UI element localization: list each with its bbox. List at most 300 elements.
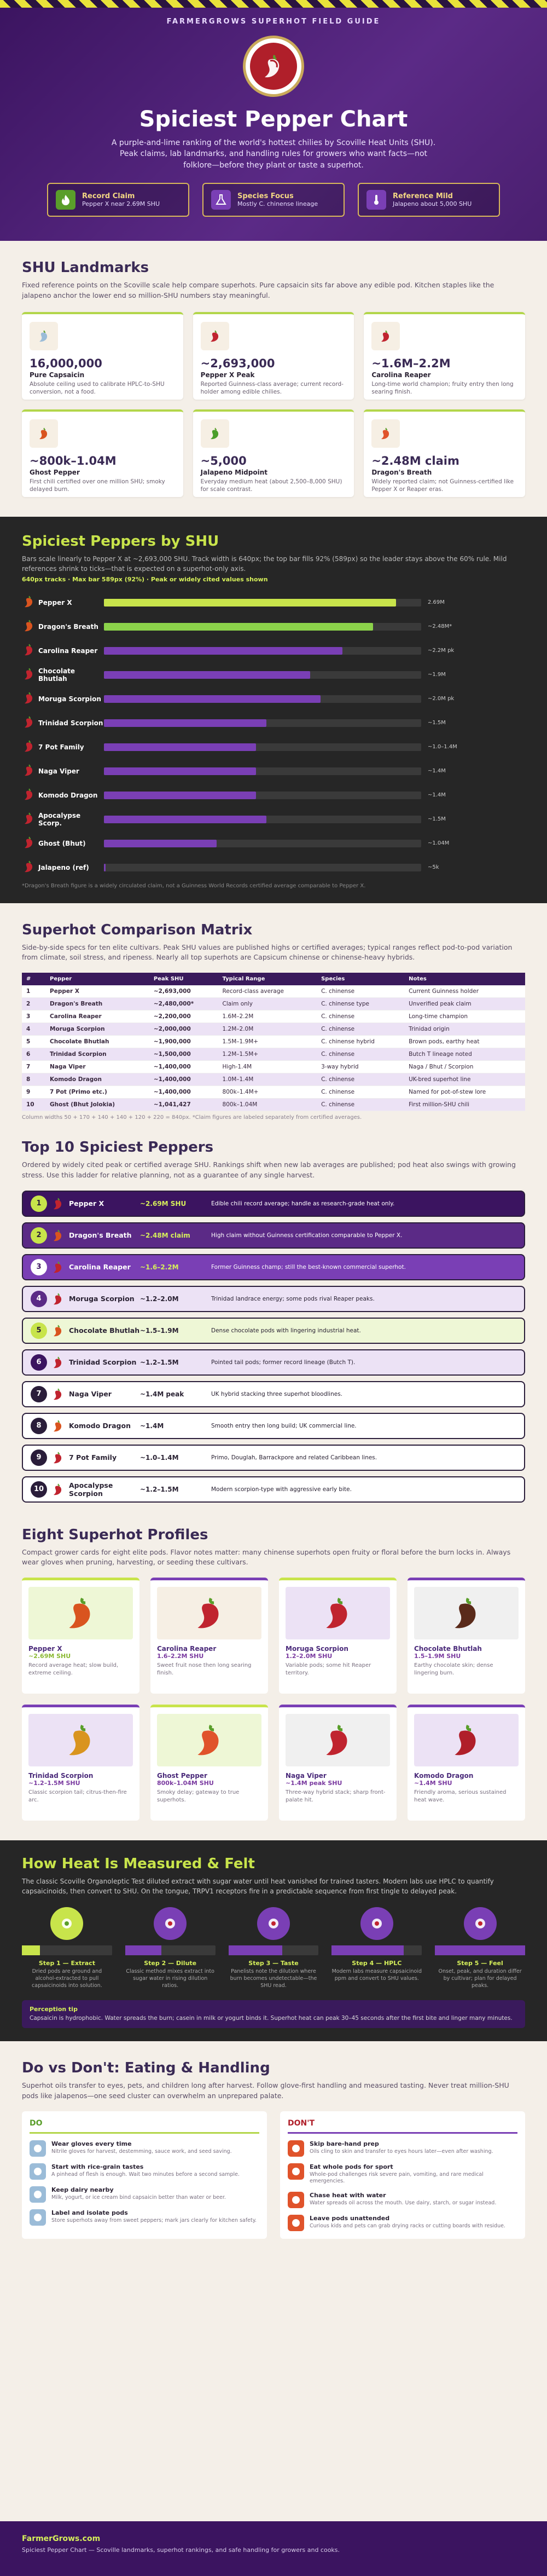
profiles-grid — [22, 1578, 525, 1821]
rank-shu: ~1.5–1.9M — [140, 1326, 179, 1335]
profile-card — [22, 1705, 139, 1821]
step-bar — [435, 1945, 525, 1955]
bar-fill — [104, 623, 373, 631]
table-cell: ~1,400,000 — [149, 1061, 218, 1073]
bar-row — [22, 617, 525, 637]
hero-stats — [0, 183, 547, 217]
bar-value-label: ~2.2M pk — [428, 648, 455, 654]
bar-label: Ghost (Bhut) — [38, 839, 86, 847]
rank-shu: ~1.2–1.5M — [140, 1358, 179, 1366]
page-footer — [0, 2521, 547, 2576]
grinder-icon — [50, 1907, 83, 1940]
landmarks-grid — [22, 312, 525, 497]
landmark-card — [193, 409, 354, 497]
step-title: Step 2 — Dilute — [144, 1960, 197, 1967]
rank-shu: ~2.69M SHU — [140, 1199, 187, 1208]
rank-number: 8 — [31, 1418, 47, 1434]
rank-name: Apocalypse Scorpion — [69, 1481, 113, 1498]
matrix-section — [0, 903, 547, 1121]
step-bar-fill — [331, 1945, 404, 1955]
pepper-icon — [22, 739, 38, 755]
step-bar-fill — [229, 1945, 283, 1955]
bar-fill — [104, 840, 217, 847]
stat-record-claim — [47, 183, 189, 217]
rank-note: UK hybrid stacking three superhot bloodlines. — [211, 1390, 343, 1397]
table-row — [22, 985, 525, 998]
step-bar-fill — [125, 1945, 161, 1955]
profiles-intro: Compact grower cards for eight elite pods. Flavor notes matter: many chinense superhots open fruity or floral before the burn locks in. Always wear gloves when pruning, harvesting, or seeding these cultivars. — [22, 1547, 511, 1567]
table-cell: 1.5M–1.9M+ — [218, 1036, 317, 1048]
table-row — [22, 1048, 525, 1061]
step-bar — [331, 1945, 422, 1955]
pepper-icon — [47, 1451, 69, 1465]
step-title: Step 1 — Extract — [38, 1960, 95, 1967]
table-cell: Record-class average — [218, 985, 317, 998]
thermometer-icon — [366, 190, 386, 210]
table-cell: 8 — [22, 1073, 45, 1086]
table-cell: ~1,900,000 — [149, 1036, 218, 1048]
item-title: Start with rice-grain tastes — [51, 2163, 144, 2170]
landmark-label: Pepper X Peak — [200, 371, 255, 379]
profile-shu: 1.5–1.9M SHU — [414, 1653, 461, 1660]
table-cell: 9 — [22, 1086, 45, 1099]
pepper-icon — [22, 643, 38, 659]
do-title: DO — [30, 2119, 259, 2134]
pepper-icon — [47, 1482, 69, 1497]
rank-shu: ~1.4M — [140, 1422, 164, 1430]
landmark-label: Pure Capsaicin — [30, 371, 85, 379]
stat-title: Species Focus — [237, 192, 294, 200]
table-cell: 5 — [22, 1036, 45, 1048]
bar-fill — [104, 599, 396, 607]
bar-label: Naga Viper — [38, 767, 79, 775]
footer-line: Spiciest Pepper Chart — Scoville landmarks, superhot rankings, and safe handling for growers and cooks. — [22, 2546, 340, 2554]
item-title: Wear gloves every time — [51, 2140, 132, 2147]
landmark-value: ~2.48M claim — [371, 454, 459, 467]
bar-row — [22, 593, 525, 613]
table-cell: Trinidad origin — [404, 1023, 525, 1036]
rank-name: Dragon's Breath — [69, 1231, 132, 1239]
profile-desc: Classic scorpion tail; citrus-then-fire arc. — [28, 1789, 127, 1803]
bar-value-label: 2.69M — [428, 599, 445, 605]
table-cell: 1 — [22, 985, 45, 998]
table-cell: 10 — [22, 1099, 45, 1111]
table-cell: Long-time champion — [404, 1010, 525, 1023]
table-cell: Current Guinness holder — [404, 985, 525, 998]
bar-value-label: ~5k — [428, 864, 439, 870]
tip-desc: Capsaicin is hydrophobic. Water spreads the burn; casein in milk or yogurt binds it. Superhot heat can peak 30–45 seconds after the first bite and linger many minutes. — [30, 2015, 513, 2022]
bars-intro: Bars scale linearly to Pepper X at ~2,693,000 SHU. Track width is 640px; the top bar fills 92% (589px) so the leader stays above the 60% rule. Mild references shrink to ticks—that is expected on a superhot-only axis. — [22, 555, 507, 573]
do-item — [30, 2209, 259, 2226]
landmark-value: 16,000,000 — [30, 356, 102, 370]
bar-fill — [104, 671, 310, 679]
rank-number: 6 — [31, 1354, 47, 1371]
table-cell: 3 — [22, 1010, 45, 1023]
pepper-x-icon — [201, 322, 229, 350]
landmark-desc: Everyday medium heat (about 2,500–8,000 SHU) for scale contrast. — [200, 478, 342, 493]
measure-step — [435, 1907, 525, 1989]
flask-icon — [211, 190, 231, 210]
landmark-label: Jalapeno Midpoint — [200, 468, 267, 476]
landmark-card — [364, 409, 525, 497]
table-cell: Chocolate Bhutlah — [45, 1036, 149, 1048]
jalapeno-icon — [201, 419, 229, 448]
item-title: Eat whole pods for sport — [310, 2163, 393, 2170]
bar-track — [104, 719, 421, 727]
stat-sub: Pepper X near 2.69M SHU — [82, 200, 160, 207]
bar-fill — [104, 767, 256, 775]
water-icon — [288, 2192, 304, 2208]
table-cell: 800k–1.04M — [218, 1099, 317, 1111]
dont-title: DON'T — [288, 2119, 517, 2134]
rank-item — [22, 1222, 525, 1249]
pepper-icon — [22, 787, 38, 804]
profile-desc: Sweet fruit nose then long searing finish. — [157, 1662, 252, 1676]
table-cell: ~1,500,000 — [149, 1048, 218, 1061]
table-cell: Carolina Reaper — [45, 1010, 149, 1023]
measure-step — [331, 1907, 422, 1989]
rice-icon — [30, 2163, 46, 2180]
rank-note: Trinidad landrace energy; some pods rival Reaper peaks. — [211, 1295, 375, 1302]
pepper-icon — [47, 1419, 69, 1433]
bar-track — [104, 695, 421, 703]
rank-item — [22, 1349, 525, 1376]
label-icon — [30, 2209, 46, 2226]
stat-species-focus — [202, 183, 345, 217]
dont-item — [288, 2215, 517, 2231]
rank-note: Primo, Douglah, Barrackpore and related Caribbean lines. — [211, 1454, 377, 1461]
ranking-list — [22, 1191, 525, 1503]
measure-step — [125, 1907, 216, 1989]
item-desc: Water spreads oil across the mouth. Use dairy, starch, or sugar instead. — [310, 2200, 497, 2207]
bar-fill — [104, 719, 266, 727]
bar-row — [22, 689, 525, 709]
landmark-value: ~1.6M–2.2M — [371, 356, 451, 370]
bar-value-label: ~1.04M — [428, 840, 450, 846]
step-title: Step 3 — Taste — [248, 1960, 299, 1967]
landmark-label: Ghost Pepper — [30, 468, 80, 476]
table-row — [22, 1061, 525, 1073]
rank-name: Moruga Scorpion — [69, 1295, 135, 1303]
dragons-breath-icon — [371, 419, 400, 448]
rank-name: Pepper X — [69, 1199, 104, 1208]
step-desc: Panelists note the dilution where burn becomes undetectable—the SHU read. — [230, 1968, 317, 1989]
landmark-desc: Reported Guinness-class average; current record-holder among edible chilies. — [200, 380, 344, 395]
dont-item — [288, 2192, 517, 2208]
pepper-icon — [22, 763, 38, 779]
landmark-card — [22, 312, 183, 400]
pepper-photo-icon — [414, 1714, 519, 1766]
landmark-label: Carolina Reaper — [371, 371, 431, 379]
ranking-section — [0, 1120, 547, 1503]
table-cell: High-1.4M — [218, 1061, 317, 1073]
pepper-badge-icon — [243, 36, 304, 97]
bar-track — [104, 743, 421, 751]
profile-name: Ghost Pepper — [157, 1772, 207, 1780]
item-desc: Whole-pod challenges risk severe pain, vomiting, and rare medical emergencies. — [310, 2171, 484, 2185]
glove-icon — [30, 2140, 46, 2157]
rank-number: 7 — [31, 1386, 47, 1402]
measure-title: How Heat Is Measured & Felt — [22, 1856, 255, 1872]
pepper-icon — [47, 1228, 69, 1243]
step-bar — [229, 1945, 319, 1955]
table-cell: Moruga Scorpion — [45, 1023, 149, 1036]
item-desc: A pinhead of flesh is enough. Wait two minutes before a second sample. — [51, 2171, 240, 2178]
profile-shu: ~1.2–1.5M SHU — [28, 1780, 80, 1787]
profile-name: Moruga Scorpion — [286, 1645, 348, 1653]
bars-title: Spiciest Peppers by SHU — [22, 533, 219, 550]
bar-track — [104, 792, 421, 799]
table-cell: 2 — [22, 998, 45, 1010]
measure-intro: The classic Scoville Organoleptic Test diluted extract with sugar water until heat vanished for trained tasters. Modern labs use HPLC to quantify capsaicinoids, then convert to SHU. On the tongue, TRPV1 receptors fire in a predictable sequence from first tingle to delayed peak. — [22, 1878, 494, 1895]
rank-number: 9 — [31, 1449, 47, 1466]
pepper-icon — [47, 1292, 69, 1306]
table-cell: Ghost (Bhut Jolokia) — [45, 1099, 149, 1111]
item-desc: Oils cling to skin and transfer to eyes hours later—even after washing. — [310, 2148, 493, 2155]
profile-name: Pepper X — [28, 1645, 62, 1653]
profile-desc: Record average heat; slow build, extreme ceiling. — [28, 1662, 119, 1676]
table-cell: C. chinense — [317, 985, 404, 998]
table-cell: C. chinense — [317, 1099, 404, 1111]
rank-shu: ~2.48M claim — [140, 1231, 190, 1239]
bar-track — [104, 647, 421, 655]
bar-track — [104, 864, 421, 871]
rank-name: Trinidad Scorpion — [69, 1358, 137, 1366]
landmark-label: Dragon's Breath — [371, 468, 432, 476]
table-header-row — [22, 973, 525, 985]
pepper-photo-icon — [157, 1587, 261, 1639]
rank-item — [22, 1445, 525, 1471]
item-desc: Nitrile gloves for harvest, destemming, sauce work, and seed saving. — [51, 2148, 232, 2155]
profile-shu: 800k–1.04M SHU — [157, 1780, 214, 1787]
matrix-intro: Side-by-side specs for ten elite cultivars. Peak SHU values are published highs or certified averages; typical ranges reflect pod-to-pod variation from climate, soil stress, and ripeness. Nearly all top superhots are Capsicum chinense or chinense-heavy hybrids. — [22, 943, 513, 962]
rank-name: 7 Pot Family — [69, 1453, 117, 1462]
table-cell: C. chinense — [317, 1010, 404, 1023]
table-cell: Trinidad Scorpion — [45, 1048, 149, 1061]
profile-card — [22, 1578, 139, 1694]
table-cell: Named for pot-of-stew lore — [404, 1086, 525, 1099]
item-desc: Curious kids and pets can grab drying racks or cutting boards with residue. — [310, 2223, 505, 2230]
landmark-value: ~800k–1.04M — [30, 454, 117, 467]
table-cell: UK-bred superhot line — [404, 1073, 525, 1086]
dodont-intro: Superhot oils transfer to eyes, pets, and children long after harvest. Follow glove-first handling and measured tasting. Never treat million-SHU pods like jalapenos—one seed cluster can overwhelm an unprepared palate. — [22, 2081, 509, 2100]
table-row — [22, 1099, 525, 1111]
bar-row — [22, 858, 525, 877]
profile-shu: ~2.69M SHU — [28, 1653, 71, 1660]
pepper-icon — [47, 1387, 69, 1401]
table-cell: 1.2M–2.0M — [218, 1023, 317, 1036]
step-bar-fill — [22, 1945, 40, 1955]
profile-desc: Smoky delay; gateway to true superhots. — [157, 1789, 240, 1803]
step-desc: Modern labs measure capsaicinoid ppm and convert to SHU values. — [331, 1968, 422, 1982]
pepper-icon — [47, 1260, 69, 1274]
pepper-photo-icon — [28, 1587, 133, 1639]
hand-icon — [288, 2140, 304, 2157]
profile-shu: ~1.4M peak SHU — [286, 1780, 342, 1787]
shu-bars-section — [0, 517, 547, 903]
matrix-note: Column widths 50 + 170 + 140 + 140 + 120 + 220 = 840px. *Claim figures are labeled separately from certified averages. — [22, 1114, 362, 1120]
reaper-icon — [371, 322, 400, 350]
table-cell: Komodo Dragon — [45, 1073, 149, 1086]
pepper-icon — [22, 667, 38, 683]
landmark-card — [364, 312, 525, 400]
step-desc: Classic method mixes extract into sugar water in rising dilution ratios. — [126, 1968, 214, 1989]
do-item — [30, 2140, 259, 2157]
table-cell: ~2,000,000 — [149, 1023, 218, 1036]
item-title: Skip bare-hand prep — [310, 2140, 379, 2147]
profile-card — [408, 1578, 525, 1694]
pepper-icon — [22, 619, 38, 635]
table-cell: ~2,200,000 — [149, 1010, 218, 1023]
profile-card — [150, 1578, 268, 1694]
table-cell: Butch T lineage noted — [404, 1048, 525, 1061]
bar-value-label: ~1.0–1.4M — [428, 744, 457, 750]
rank-number: 4 — [31, 1291, 47, 1307]
step-title: Step 5 — Feel — [457, 1960, 503, 1967]
crystal-icon — [30, 322, 58, 350]
item-title: Keep dairy nearby — [51, 2186, 114, 2193]
table-cell: C. chinense — [317, 1086, 404, 1099]
page-title: Spiciest Pepper Chart — [139, 107, 408, 132]
rank-name: Naga Viper — [69, 1390, 112, 1398]
table-header-cell: Peak SHU — [149, 973, 218, 985]
item-desc: Store superhots away from sweet peppers; mark jars clearly for kitchen safety. — [51, 2217, 257, 2223]
profile-desc: Earthy chocolate skin; dense lingering burn. — [414, 1662, 493, 1676]
table-cell: ~1,400,000 — [149, 1073, 218, 1086]
landmark-desc: Absolute ceiling used to calibrate HPLC-to-SHU conversion, not a food. — [30, 380, 165, 395]
landmark-value: ~5,000 — [200, 454, 247, 467]
rank-shu: ~1.2–1.5M — [140, 1485, 179, 1493]
bar-fill — [104, 743, 256, 751]
profile-card — [279, 1578, 397, 1694]
profile-shu: 1.6–2.2M SHU — [157, 1653, 204, 1660]
bar-label: Apocalypse Scorp. — [38, 811, 81, 827]
table-cell: 1.0M–1.4M — [218, 1073, 317, 1086]
table-cell: First million-SHU chili — [404, 1099, 525, 1111]
stat-sub: Mostly C. chinense lineage — [237, 200, 318, 207]
shu-bar-chart — [22, 593, 525, 877]
bar-value-label: ~1.4M — [428, 792, 446, 798]
bar-label: Carolina Reaper — [38, 646, 98, 655]
do-item — [30, 2186, 259, 2203]
step-title: Step 4 — HPLC — [352, 1960, 402, 1967]
bar-label: Dragon's Breath — [38, 622, 98, 631]
bar-row — [22, 785, 525, 805]
measure-step — [229, 1907, 319, 1989]
bar-fill — [104, 792, 256, 799]
rank-shu: ~1.4M peak — [140, 1390, 184, 1398]
dont-column — [280, 2111, 525, 2239]
pepper-photo-icon — [286, 1714, 390, 1766]
step-desc: Onset, peak, and duration differ by cultivar; plan for delayed peaks. — [438, 1968, 522, 1989]
tip-title: Perception tip — [30, 2006, 78, 2013]
bar-row — [22, 737, 525, 757]
pepper-photo-icon — [414, 1587, 519, 1639]
bar-label: Trinidad Scorpion — [38, 719, 103, 727]
lab-icon — [360, 1907, 393, 1940]
stat-title: Record Claim — [82, 192, 135, 200]
fire-icon — [464, 1907, 497, 1940]
table-header-cell: # — [22, 973, 45, 985]
profile-name: Trinidad Scorpion — [28, 1772, 94, 1780]
hazard-stripe — [0, 0, 547, 8]
item-desc: Milk, yogurt, or ice cream bind capsaicin better than water or beer. — [51, 2194, 226, 2200]
table-cell: 1.6M–2.2M — [218, 1010, 317, 1023]
bar-row — [22, 834, 525, 853]
bar-row — [22, 810, 525, 829]
dodont-title: Do vs Don't: Eating & Handling — [22, 2060, 270, 2077]
step-desc: Dried pods are ground and alcohol-extracted to pull capsaicinoids into solution. — [32, 1968, 102, 1989]
bar-track — [104, 767, 421, 775]
rank-number: 3 — [31, 1259, 47, 1275]
table-row — [22, 1023, 525, 1036]
table-cell: C. chinense hybrid — [317, 1036, 404, 1048]
table-header-cell: Pepper — [45, 973, 149, 985]
pepper-icon — [22, 811, 38, 828]
dont-item — [288, 2140, 517, 2157]
table-cell: Brown pods, earthy heat — [404, 1036, 525, 1048]
measure-steps — [22, 1907, 525, 1989]
rank-item — [22, 1413, 525, 1439]
milk-icon — [30, 2186, 46, 2203]
bar-value-label: ~2.48M* — [428, 623, 452, 629]
landmark-desc: Widely reported claim; not Guinness-certified like Pepper X or Reaper eras. — [371, 478, 514, 493]
flask-icon — [154, 1907, 187, 1940]
rank-note: Former Guinness champ; still the best-known commercial superhot. — [211, 1263, 406, 1270]
table-cell: 800k–1.4M+ — [218, 1086, 317, 1099]
hero-banner — [0, 0, 547, 241]
pepper-icon — [22, 835, 38, 852]
rank-number: 2 — [31, 1227, 47, 1244]
measure-step — [22, 1907, 112, 1989]
table-cell: 7 — [22, 1061, 45, 1073]
bar-value-label: ~1.4M — [428, 768, 446, 774]
landmark-value: ~2,693,000 — [200, 356, 275, 370]
stat-sub: Jalapeno about 5,000 SHU — [393, 200, 472, 207]
bar-track — [104, 816, 421, 823]
profile-desc: Variable pods; some hit Reaper territory. — [286, 1662, 371, 1676]
profile-name: Carolina Reaper — [157, 1645, 217, 1653]
pepper-icon — [22, 715, 38, 731]
flame-icon — [56, 190, 75, 210]
profile-desc: Friendly aroma, serious sustained heat wave. — [414, 1789, 507, 1803]
pepper-photo-icon — [157, 1714, 261, 1766]
profile-card — [150, 1705, 268, 1821]
bar-fill — [104, 864, 106, 871]
bar-label: 7 Pot Family — [38, 743, 84, 751]
rank-name: Carolina Reaper — [69, 1263, 131, 1271]
landmarks-intro: Fixed reference points on the Scoville scale help compare superhots. Pure capsaicin sits far above any edible pod. Kitchen staples like the jalapeno anchor the lower end so million-SHU numbers stay meaningful. — [22, 281, 494, 299]
bar-fill — [104, 647, 342, 655]
rank-item — [22, 1381, 525, 1407]
bar-row — [22, 761, 525, 781]
table-header-cell: Typical Range — [218, 973, 317, 985]
profile-card — [279, 1705, 397, 1821]
table-cell: ~2,693,000 — [149, 985, 218, 998]
bar-value-label: ~1.5M — [428, 816, 446, 822]
pepper-icon — [22, 594, 38, 611]
pepper-icon — [22, 859, 38, 876]
rank-note: High claim without Guinness certification comparable to Pepper X. — [211, 1232, 403, 1239]
bar-value-label: ~2.0M pk — [428, 696, 455, 702]
profile-shu: 1.2–2.0M SHU — [286, 1653, 333, 1660]
table-header-cell: Notes — [404, 973, 525, 985]
table-row — [22, 1086, 525, 1099]
table-cell: Dragon's Breath — [45, 998, 149, 1010]
bar-track — [104, 623, 421, 631]
profile-card — [408, 1705, 525, 1821]
bar-row — [22, 641, 525, 661]
